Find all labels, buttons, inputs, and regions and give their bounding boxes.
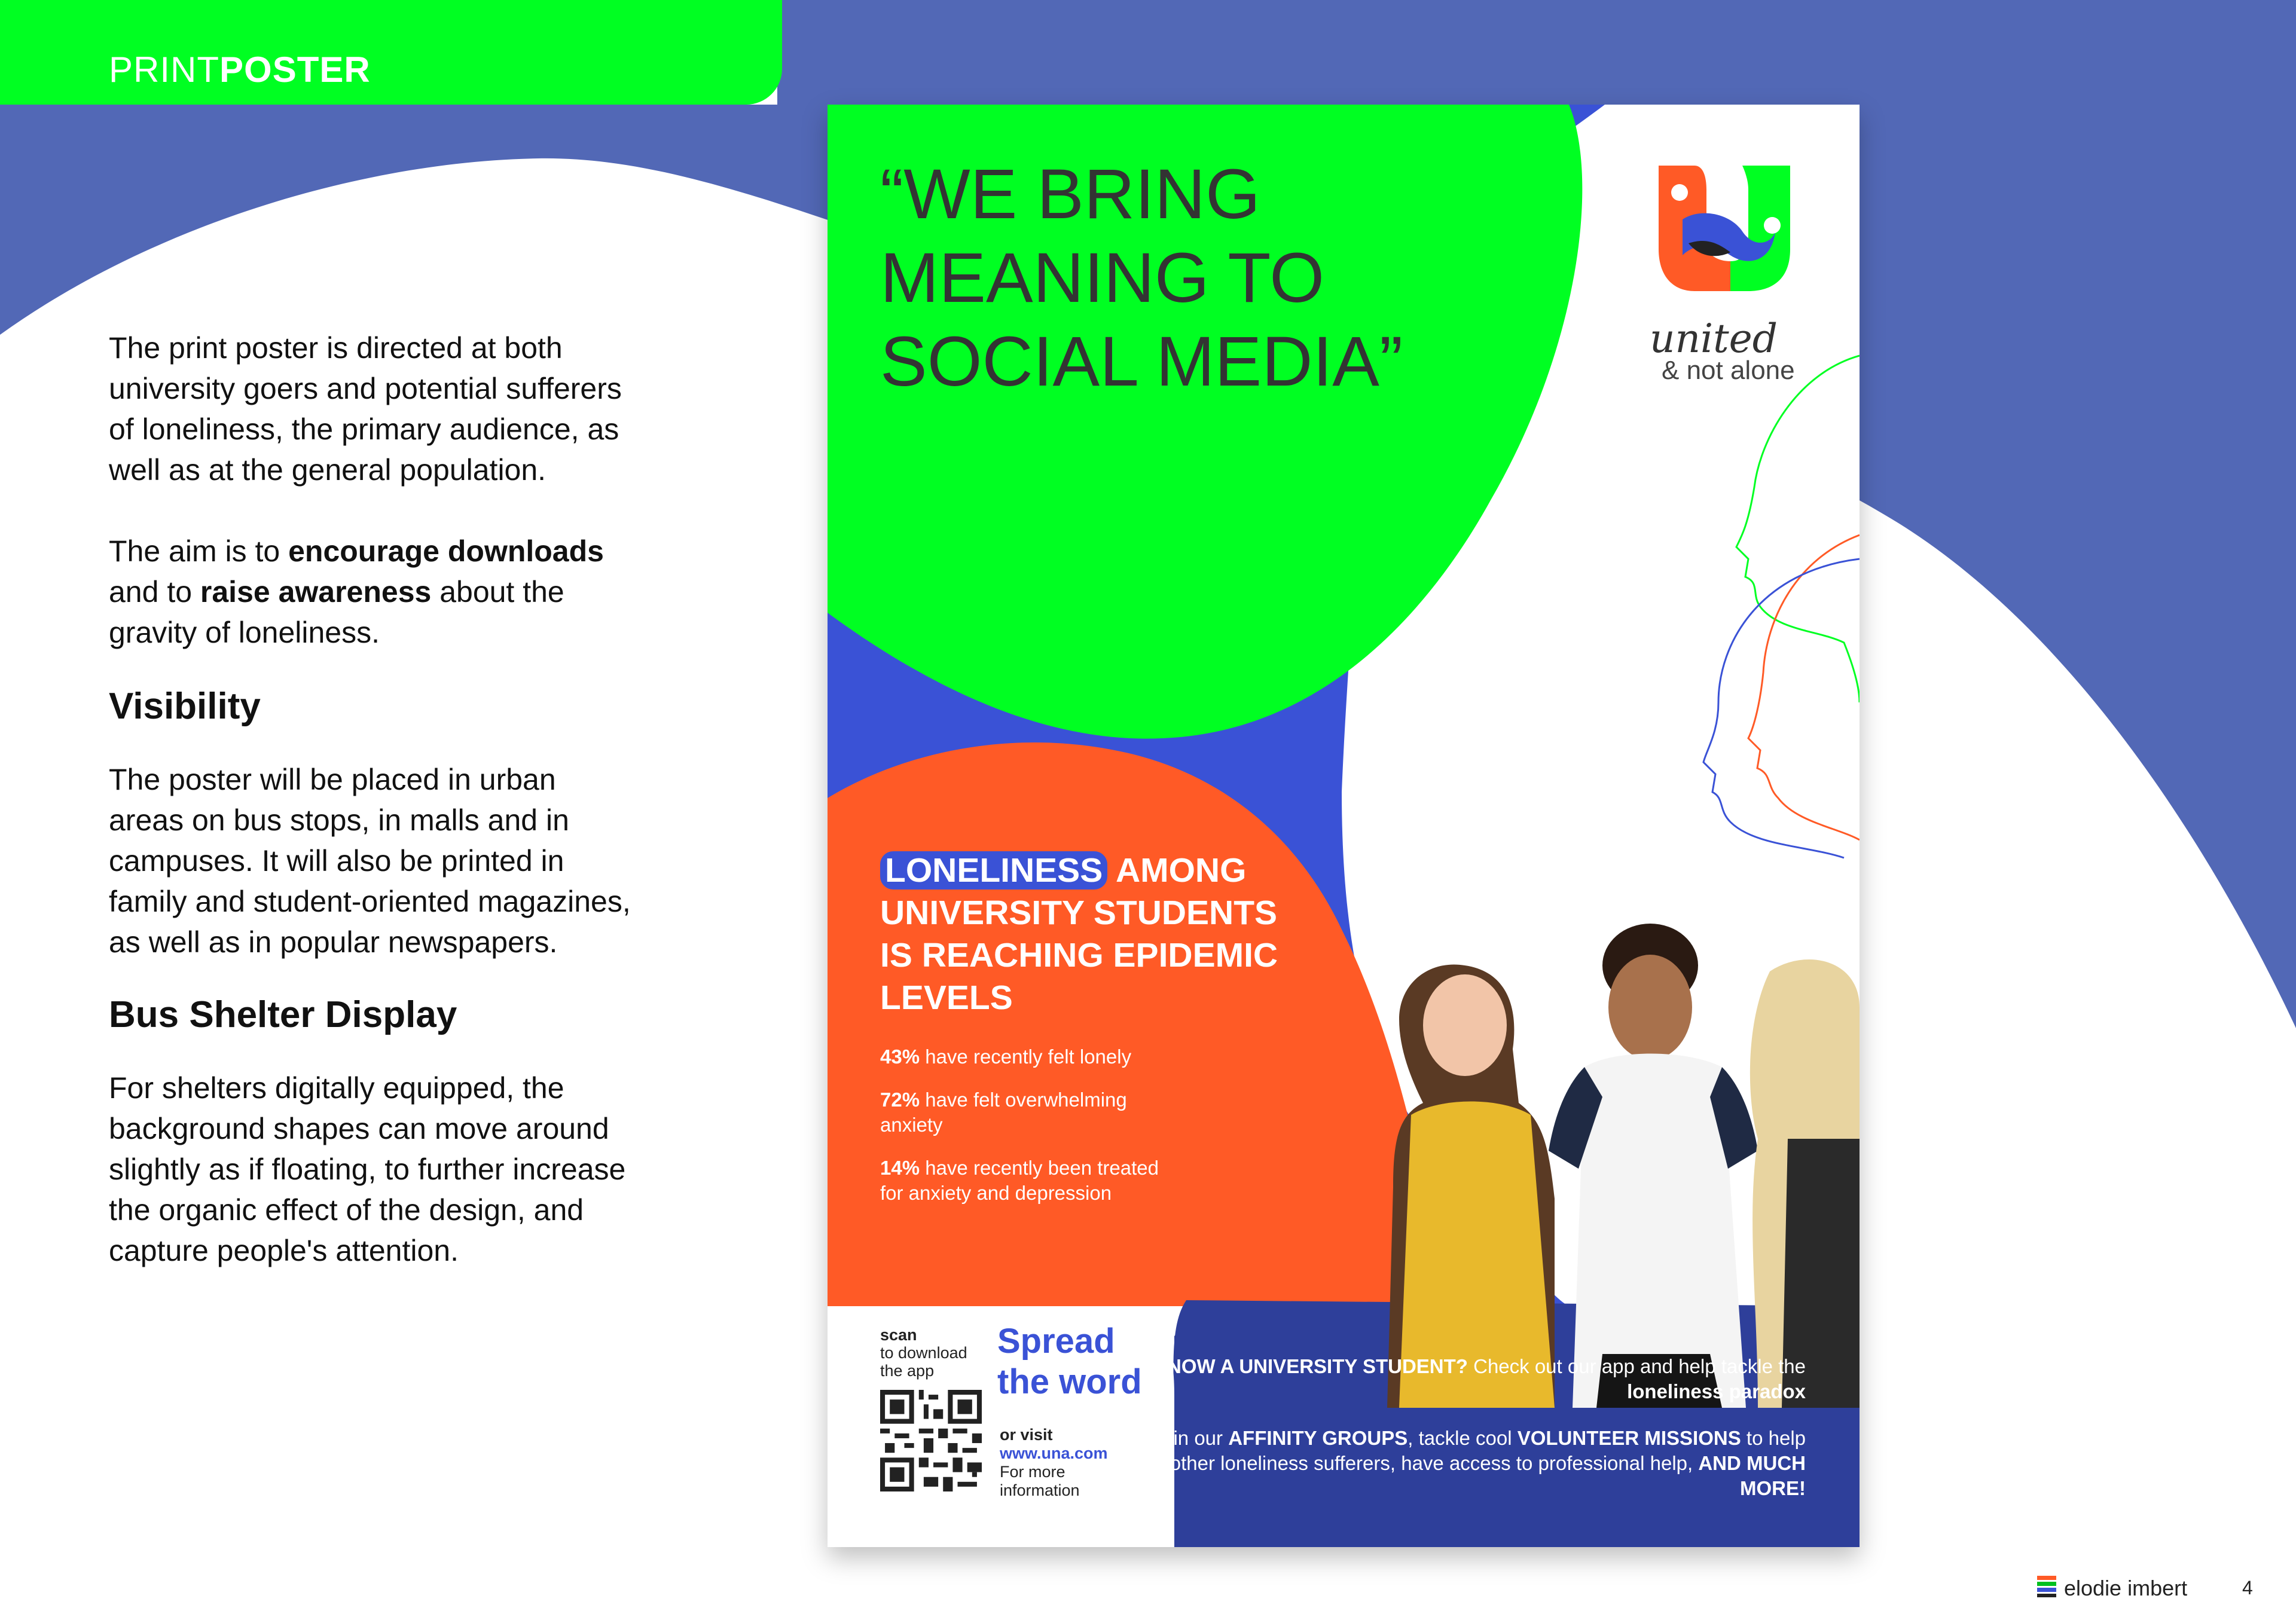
spread-the-word: Spread the word (997, 1322, 1142, 1401)
stat-item: 14% have recently been treated for anxiety and depression (880, 1157, 1159, 1204)
stat-item: 43% have recently felt lonely (880, 1046, 1132, 1068)
loneliness-statement: LONELINESS AMONG UNIVERSITY STUDENTS IS REACHING EPIDEMIC LEVELS (880, 851, 1278, 1017)
visibility-paragraph: The poster will be placed in urban areas on bus stops, in malls and in campuses. It will also be printed in family and student-oriented magazines, as well as in popular newspapers. (109, 763, 631, 959)
elodie-imbert-logo-icon (2036, 1573, 2060, 1598)
scan-instructions: scan to download the app (880, 1326, 967, 1380)
stats-list (880, 1044, 1179, 1224)
page-number: 4 (2242, 1577, 2253, 1598)
footer-brand: elodie imbert (2064, 1576, 2188, 1600)
poster (828, 105, 1860, 1547)
brand-script: united (1650, 316, 1778, 362)
cta-affinity-groups: Join our AFFINITY GROUPS, tackle cool VOLUNTEER MISSIONS to help other loneliness sufferers, have access to professional help, AND MUCH MORE! (1152, 1427, 1806, 1499)
poster-headline: “WE BRING MEANING TO SOCIAL MEDIA” (880, 155, 1403, 401)
section-title: PRINTPOSTER (109, 50, 371, 90)
website-link[interactable]: www.una.com (1000, 1444, 1108, 1462)
qr-code-icon[interactable] (880, 1390, 982, 1491)
bus-shelter-heading: Bus Shelter Display (109, 994, 457, 1035)
intro-paragraph: The print poster is directed at both university goers and potential sufferers of loneliness, the primary audience, as well as at the general population. (109, 331, 622, 487)
stat-item: 72% have felt overwhelming anxiety (880, 1089, 1127, 1136)
visit-info: or visit www.una.com For more information (1000, 1426, 1108, 1499)
brand-tagline: & not alone (1662, 356, 1795, 385)
bus-shelter-paragraph: For shelters digitally equipped, the background shapes can move around slightly as if floating, to further increase the organic effect of the design, and capture people's attention. (109, 1071, 626, 1267)
cta-university-student: KNOW A UNIVERSITY STUDENT? Check out our app and help tackle the loneliness paradox (1153, 1355, 1806, 1402)
united-logo-icon (1653, 154, 1796, 297)
visibility-heading: Visibility (109, 686, 261, 727)
description-column (109, 328, 635, 1271)
aim-paragraph: The aim is to encourage downloads and to raise awareness about the gravity of loneliness. (109, 534, 604, 649)
students-photo (1375, 888, 1860, 1408)
